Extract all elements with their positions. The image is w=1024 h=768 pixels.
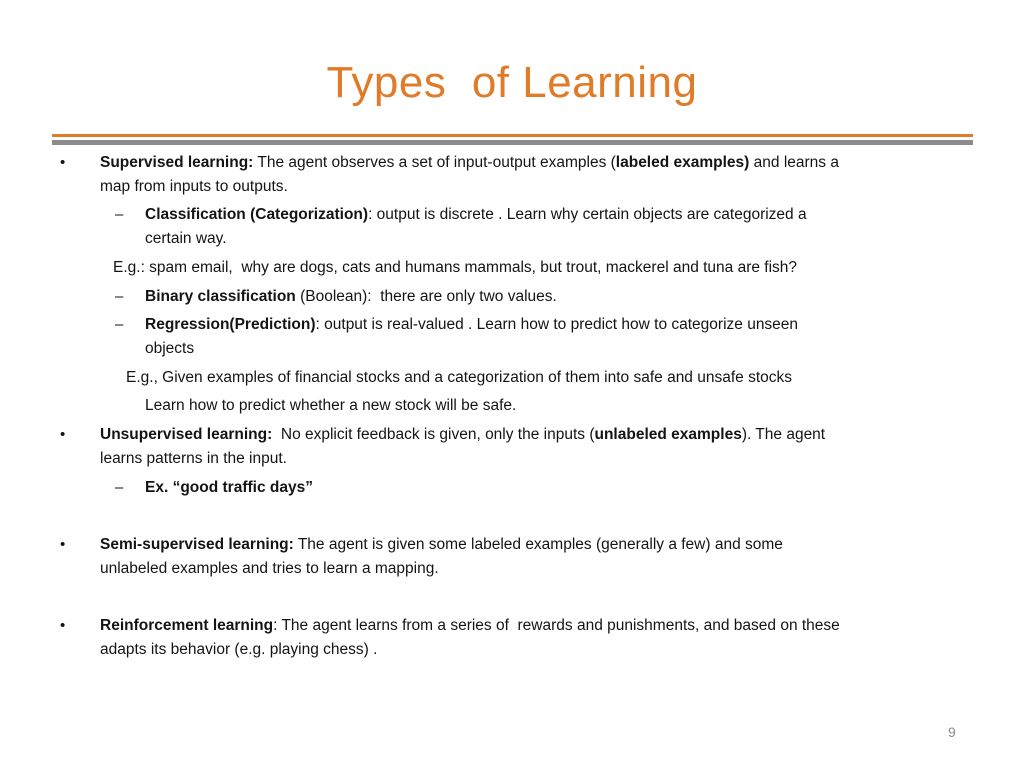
supervised-line-2: map from inputs to outputs. — [100, 178, 288, 195]
dash-marker: – — [115, 479, 124, 496]
reinforcement-line-1 — [100, 616, 840, 636]
classification-line-2: certain way. — [145, 230, 227, 247]
classification-heading: Classification (Categorization) — [145, 206, 369, 223]
reinforcement-heading: Reinforcement learning — [100, 617, 274, 634]
bullet-marker: • — [60, 154, 66, 171]
binary-heading: Binary classification — [145, 288, 296, 305]
reinforcement-text-1: : The agent learns from a series of rewards and punishments, and based on these — [273, 617, 840, 634]
dash-marker: – — [115, 206, 124, 223]
binary-text: (Boolean): there are only two values. — [295, 288, 557, 305]
semi-line-1 — [100, 535, 783, 555]
supervised-emph: labeled examples) — [615, 154, 750, 171]
supervised-text-1a: The agent observes a set of input-output examples ( — [253, 154, 616, 171]
dash-marker: – — [115, 316, 124, 333]
slide-title: Types of Learning — [326, 58, 698, 107]
bullet-marker: • — [60, 536, 66, 553]
semi-heading: Semi-supervised learning: — [100, 536, 294, 553]
traffic-text: Ex. “good traffic days” — [145, 479, 313, 496]
regression-heading: Regression(Prediction) — [145, 316, 316, 333]
example-stocks: E.g., Given examples of financial stocks and a categorization of them into safe and unsafe stocks — [126, 369, 793, 386]
dash-marker: – — [115, 288, 124, 305]
unsupervised-emph: unlabeled examples — [594, 426, 742, 443]
unsupervised-heading: Unsupervised learning: — [100, 426, 273, 443]
regression-text-1: : output is real-valued . Learn how to predict how to categorize unseen — [315, 316, 799, 333]
supervised-line-1 — [100, 153, 839, 173]
example-stocks-2: Learn how to predict whether a new stock will be safe. — [145, 397, 517, 414]
bullet-marker: • — [60, 617, 66, 634]
classification-text-1: : output is discrete . Learn why certain objects are categorized a — [368, 206, 807, 223]
supervised-text-1b: and learns a — [749, 154, 839, 171]
binary-line — [145, 287, 557, 307]
supervised-heading: Supervised learning: — [100, 154, 254, 171]
unsupervised-text-1b: ). The agent — [741, 426, 826, 443]
unsupervised-line-2: learns patterns in the input. — [100, 450, 287, 467]
traffic-example — [145, 478, 313, 498]
semi-text-1: The agent is given some labeled examples (generally a few) and some — [293, 536, 783, 553]
unsupervised-text-1a: No explicit feedback is given, only the inputs ( — [272, 426, 595, 443]
reinforcement-line-2: adapts its behavior (e.g. playing chess) . — [100, 641, 378, 658]
classification-line-1 — [145, 205, 807, 225]
semi-line-2: unlabeled examples and tries to learn a mapping. — [100, 560, 439, 577]
unsupervised-line-1 — [100, 425, 825, 445]
example-spam: E.g.: spam email, why are dogs, cats and humans mammals, but trout, mackerel and tuna are fish? — [113, 259, 798, 276]
regression-line-2: objects — [145, 340, 195, 357]
page-number: 9 — [948, 724, 956, 740]
regression-line-1 — [145, 315, 798, 335]
bullet-marker: • — [60, 426, 66, 443]
